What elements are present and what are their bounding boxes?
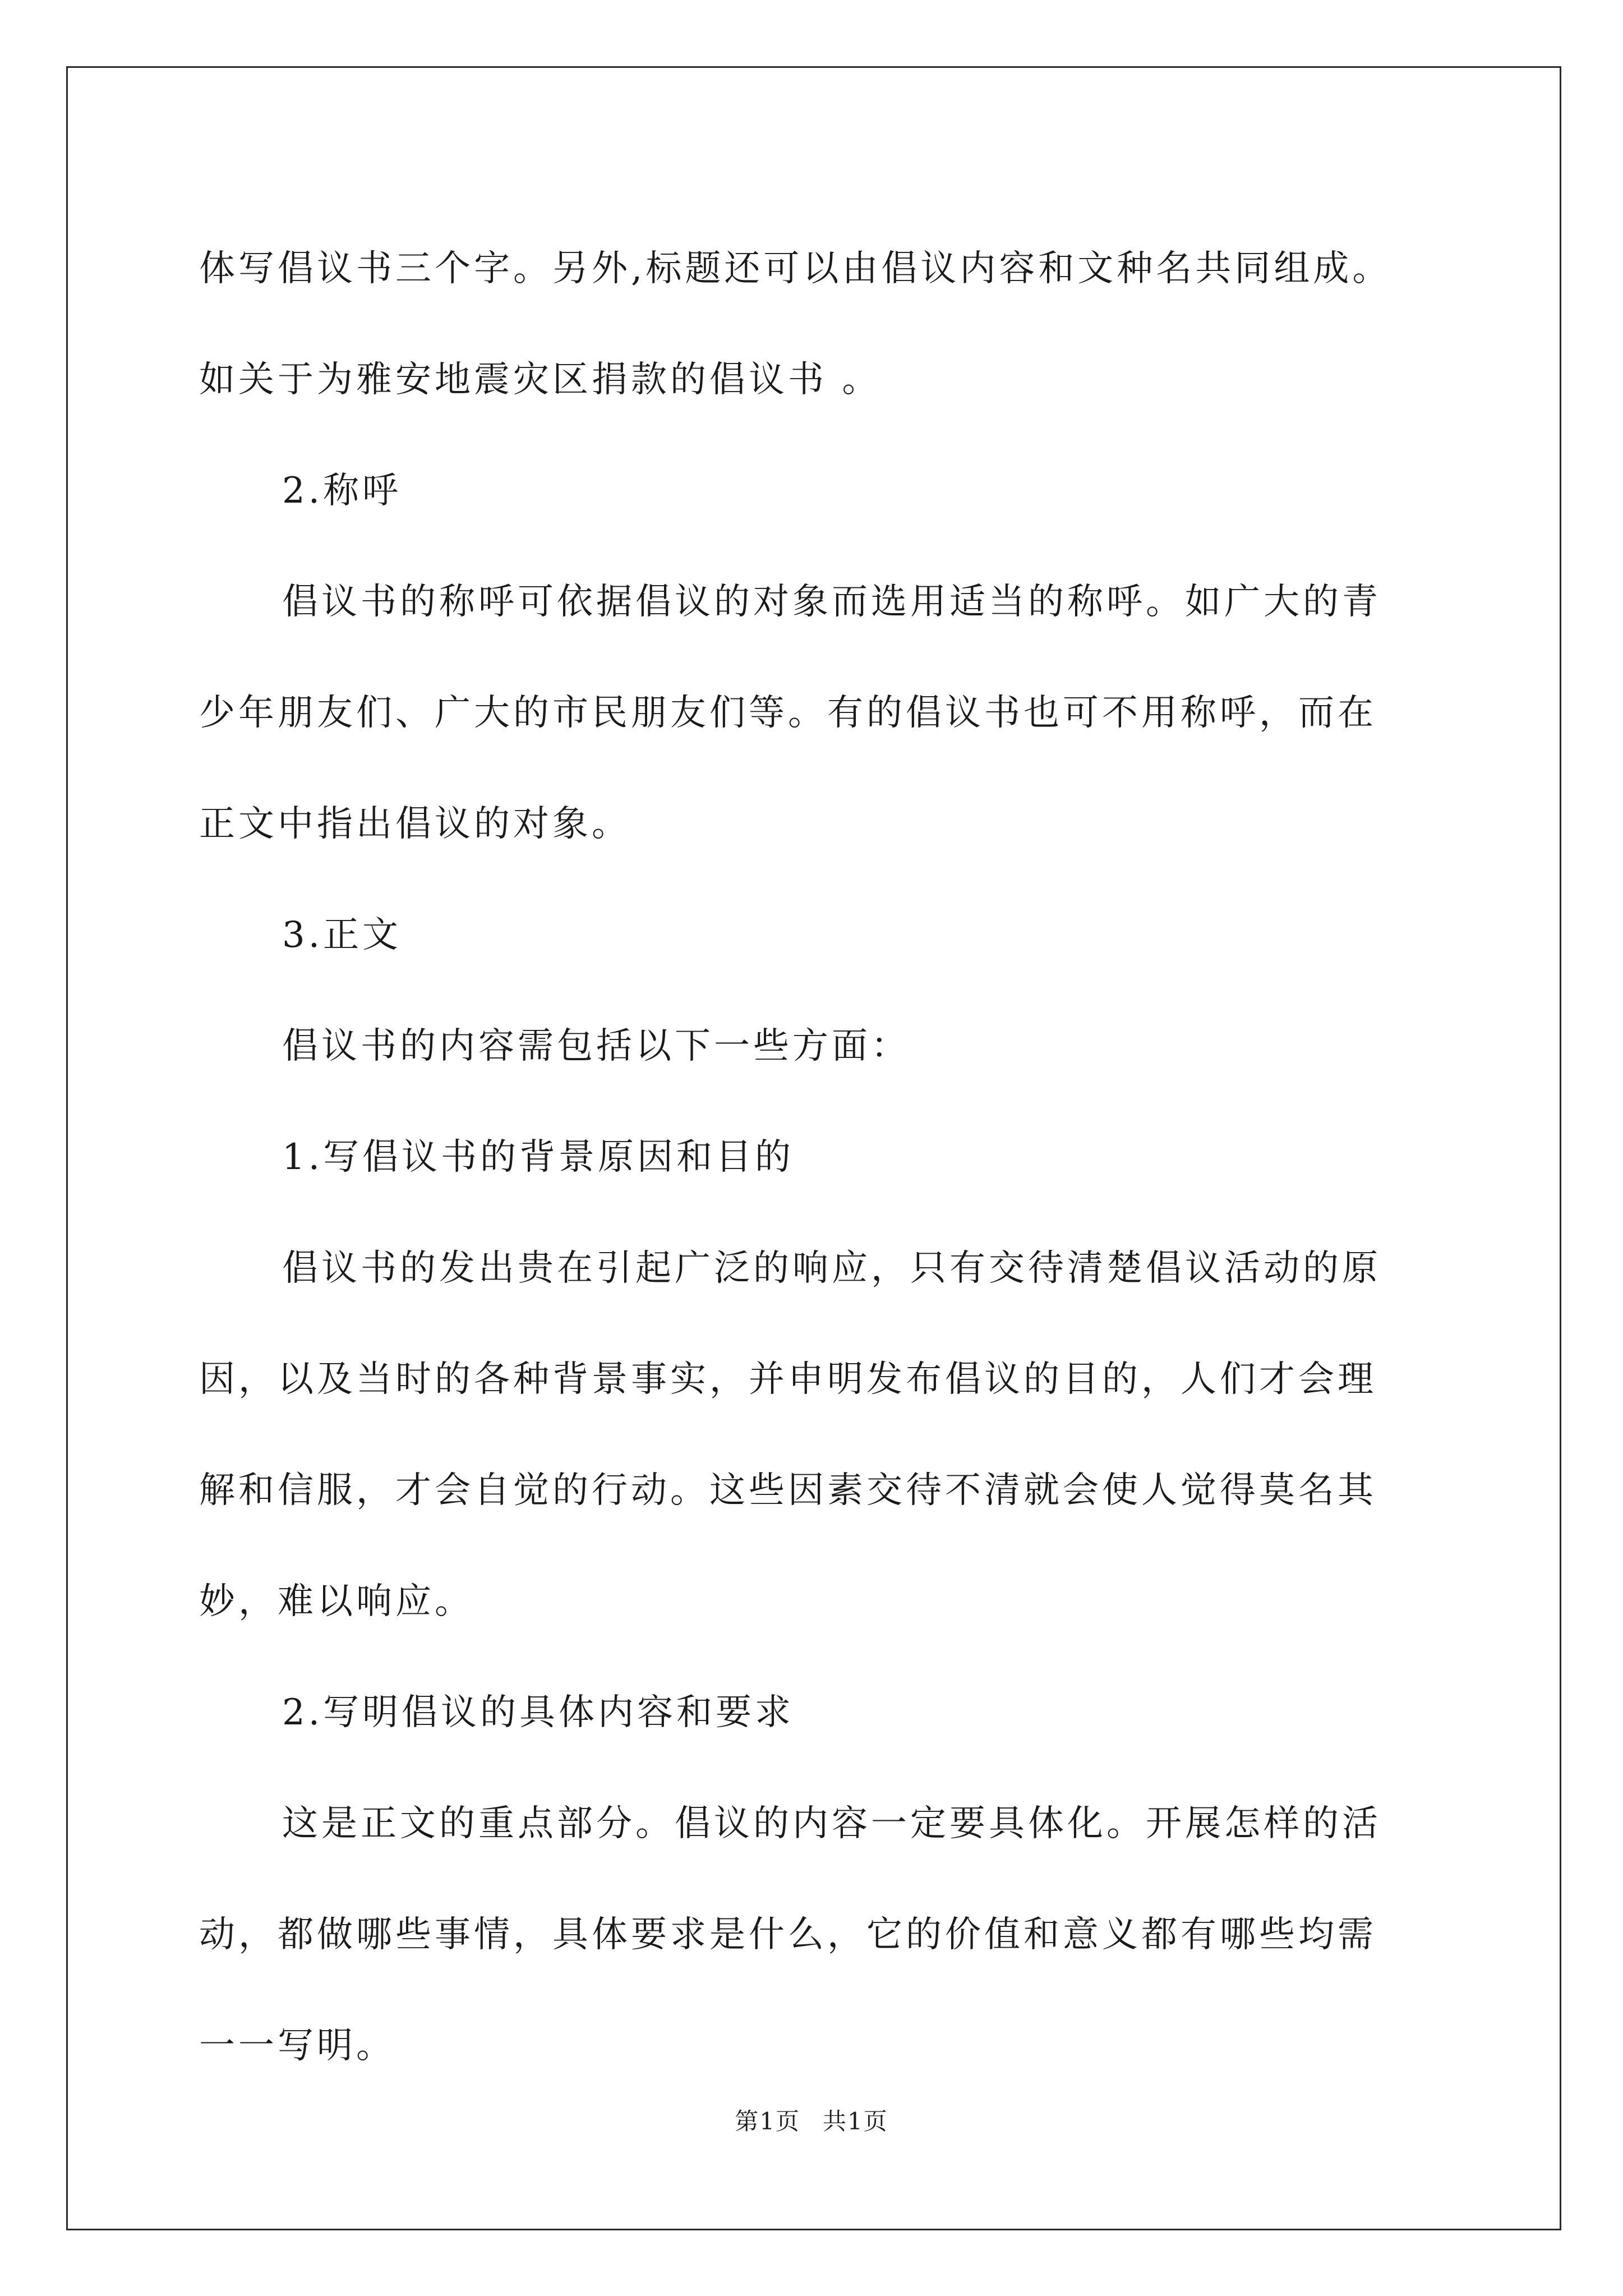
- paragraph-line: 倡议书的发出贵在引起广泛的响应，只有交待清楚倡议活动的原: [282, 1248, 1381, 1289]
- page-total: 共1页: [823, 2108, 888, 2135]
- page-footer: [0, 2105, 1623, 2138]
- paragraph-line: 因，以及当时的各种背景事实，并申明发布倡议的目的，人们才会理: [199, 1359, 1377, 1400]
- page-number: 第1页: [735, 2108, 800, 2135]
- paragraph-line: 一一写明。: [199, 2025, 395, 2067]
- paragraph-line: 倡议书的内容需包括以下一些方面：: [282, 1025, 910, 1067]
- document-body: [199, 213, 1438, 2101]
- paragraph-line: 倡议书的称呼可依据倡议的对象而选用适当的称呼。如广大的青: [282, 581, 1381, 623]
- paragraph-line: 正文中指出倡议的对象。: [199, 803, 631, 845]
- section-heading: 3.正文: [282, 914, 402, 956]
- paragraph-line: 妙，难以响应。: [199, 1581, 474, 1622]
- paragraph-line: 体写倡议书三个字。另外,标题还可以由倡议内容和文种名共同组成。: [199, 248, 1392, 289]
- subsection-heading: 2.写明倡议的具体内容和要求: [282, 1692, 795, 1733]
- section-heading: 2.称呼: [282, 470, 402, 512]
- paragraph-line: 动，都做哪些事情，具体要求是什么，它的价值和意义都有哪些均需: [199, 1914, 1377, 1955]
- paragraph-line: 如关于为雅安地震灾区捐款的倡议书 。: [199, 359, 882, 401]
- paragraph-line: 少年朋友们、广大的市民朋友们等。有的倡议书也可不用称呼，而在: [199, 692, 1377, 734]
- paragraph-line: 解和信服，才会自觉的行动。这些因素交待不清就会使人觉得莫名其: [199, 1470, 1377, 1511]
- subsection-heading: 1.写倡议书的背景原因和目的: [282, 1137, 795, 1178]
- paragraph-line: 这是正文的重点部分。倡议的内容一定要具体化。开展怎样的活: [282, 1803, 1381, 1844]
